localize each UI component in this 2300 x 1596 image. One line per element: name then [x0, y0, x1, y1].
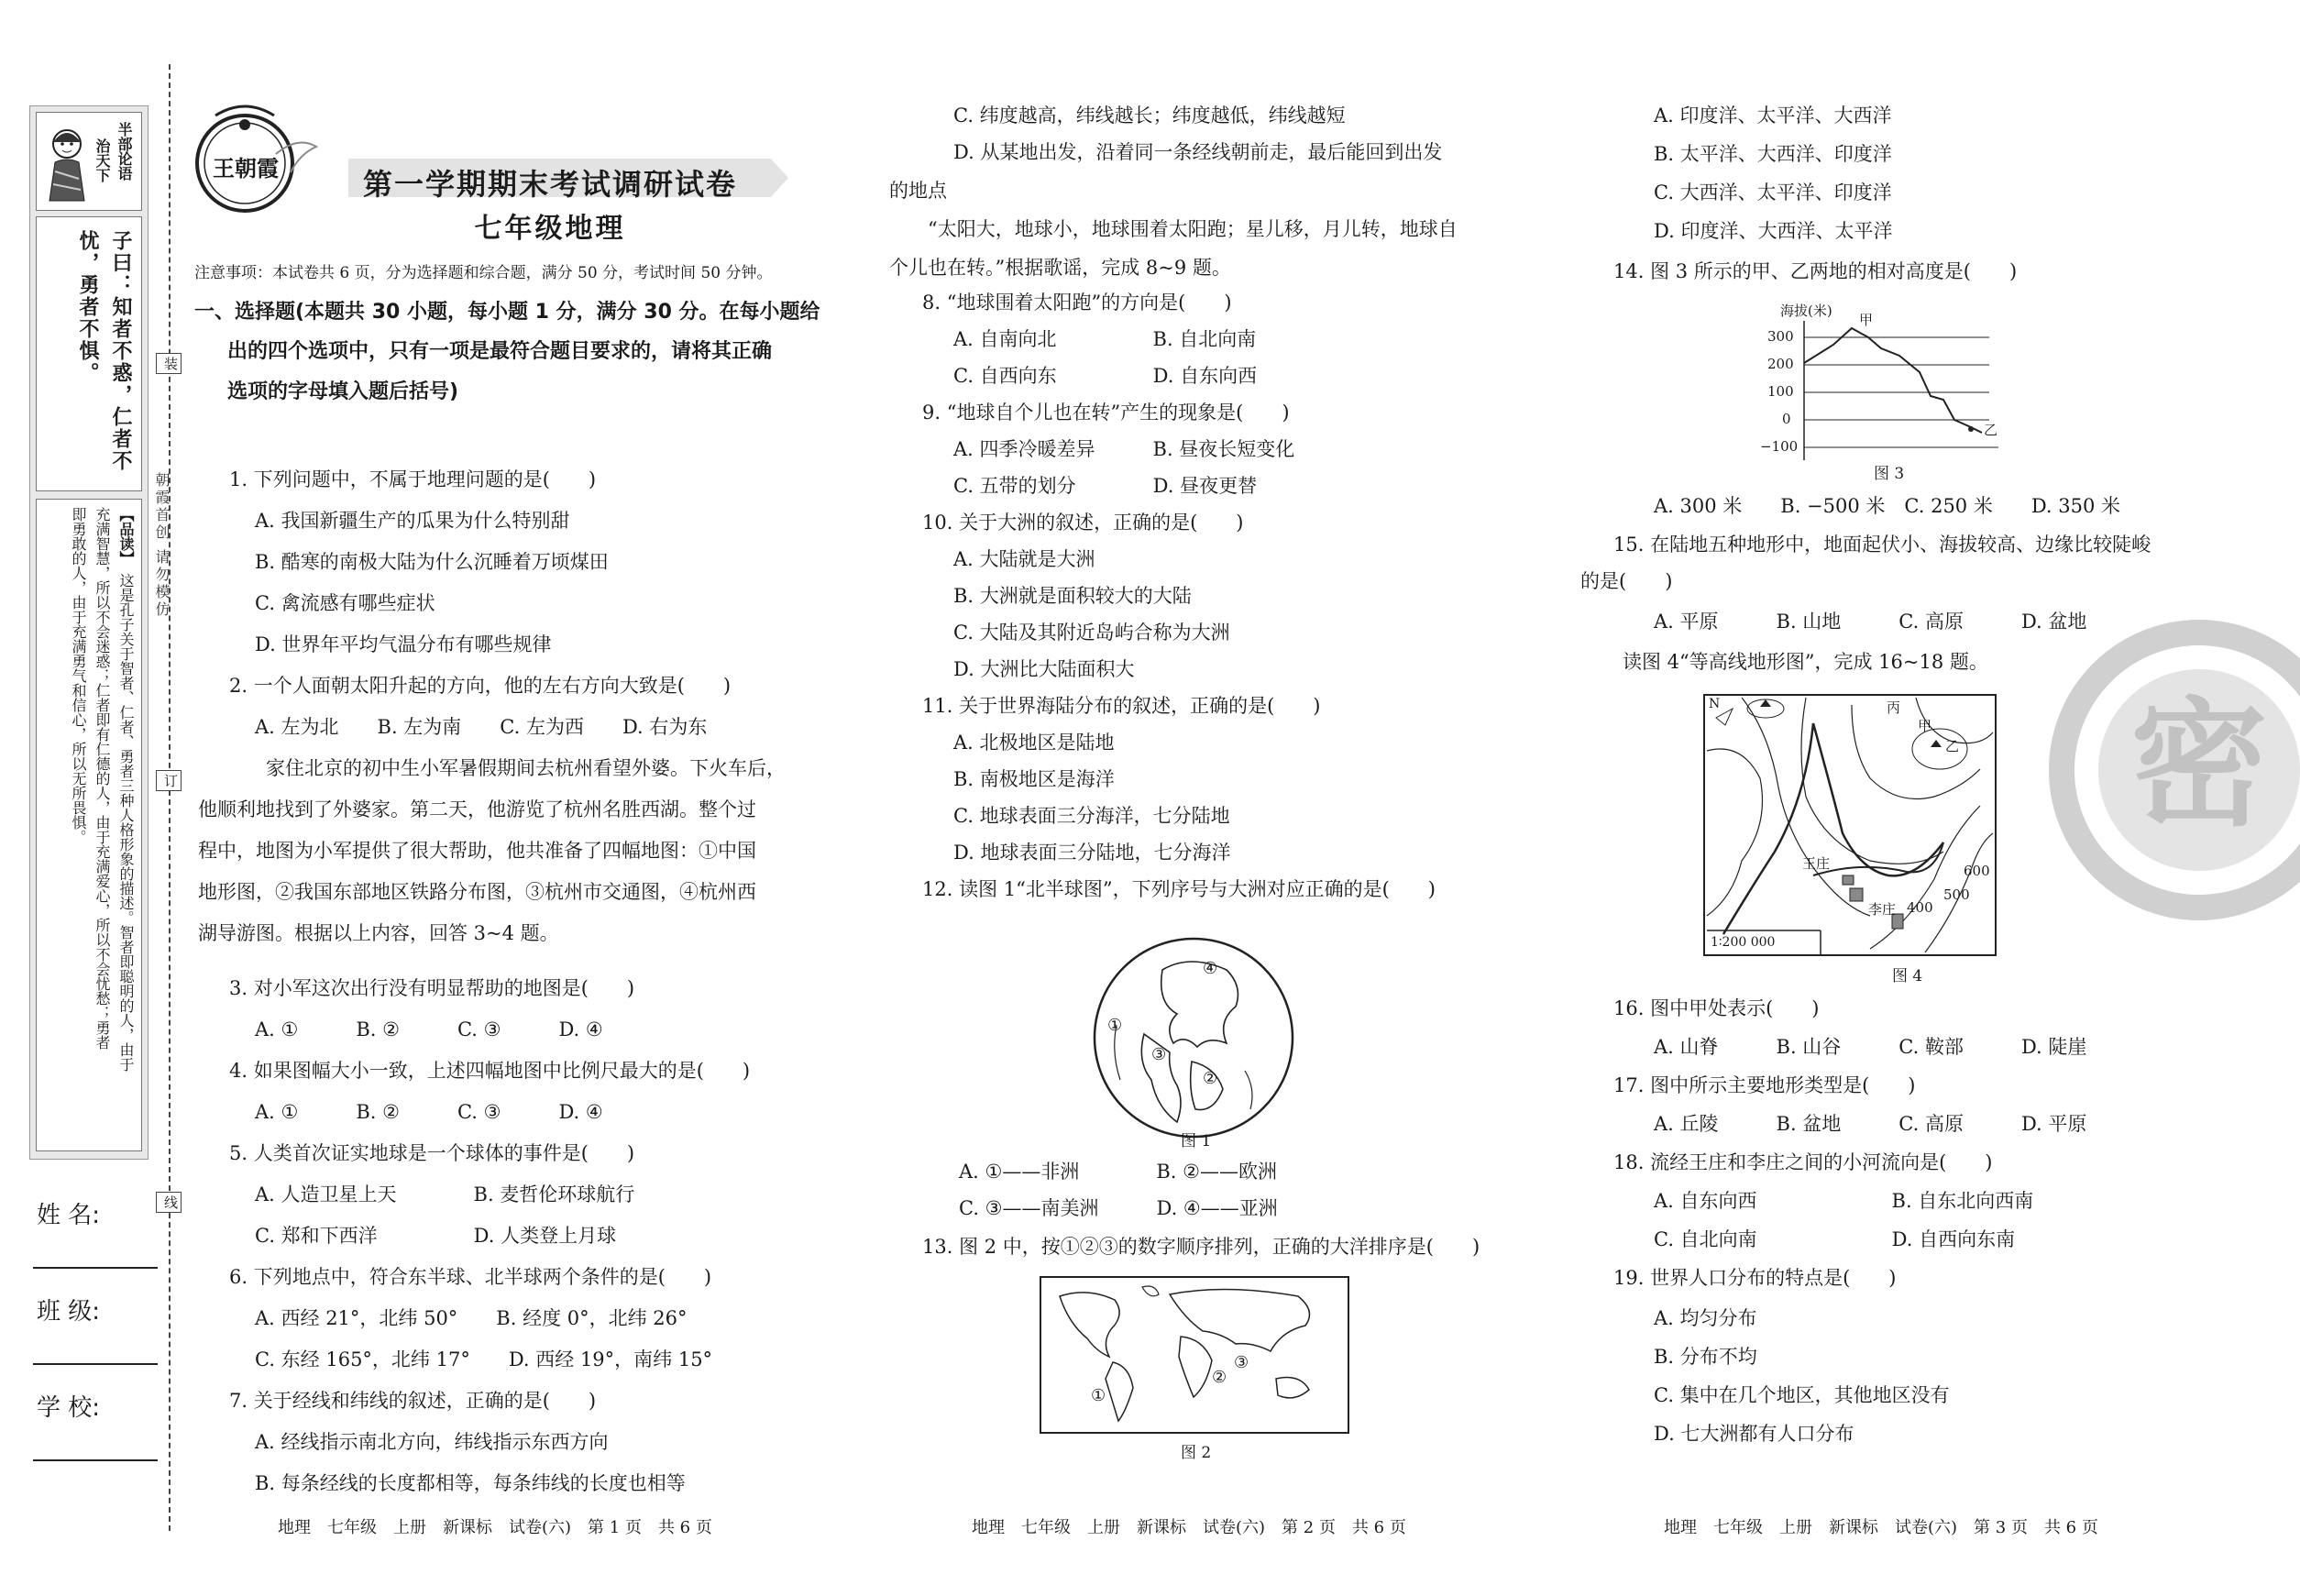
page1-line: D. 世界年平均气温分布有哪些规律: [255, 633, 552, 655]
figure-1-label-1: ①: [1107, 1016, 1123, 1035]
reading-line-3: 即勇敢的人，由于充满勇气和信心，所以无所畏惧。: [70, 507, 87, 844]
slogan-line-2: 治天下: [94, 138, 111, 182]
page1-line: C. 禽流感有哪些症状: [255, 592, 435, 614]
figure-4-scale: 1∶200 000: [1711, 935, 1776, 950]
figure-4-label-yi: 乙: [1945, 738, 1960, 754]
cut-mark-zhuang: 装: [156, 353, 182, 374]
slogan-box: [36, 112, 142, 211]
page3-line: A. 300 米 B. −500 米 C. 250 米 D. 350 米: [1654, 495, 2121, 517]
slogan-line-1: 半部论语: [116, 122, 133, 181]
page3-line: A. 印度洋、太平洋、大西洋: [1654, 105, 1892, 127]
school-label: 学 校:: [37, 1394, 101, 1422]
page2-line: A. 北极地区是陆地: [953, 732, 1115, 754]
page2-line: A. 四季冷暖差异 B. 昼夜长短变化: [953, 438, 1295, 460]
figure-3-elevation-profile: [1742, 299, 2008, 464]
seal-watermark-graphic: [2016, 587, 2300, 953]
exam-title: 第一学期期末考试调研试卷: [362, 167, 737, 202]
page1-line: A. ① B. ② C. ③ D. ④: [255, 1101, 603, 1123]
figure-4-contour-500: 500: [1943, 886, 1970, 903]
page2-line: C. 大陆及其附近岛屿合称为大洲: [953, 622, 1230, 644]
figure-3-caption: 图 3: [1874, 465, 1905, 483]
page1-line: A. ① B. ② C. ③ D. ④: [255, 1018, 603, 1040]
figure-3-tick-300: 300: [1767, 328, 1794, 345]
page3-line: 的是( ): [1580, 570, 1673, 592]
page3-line: 18. 流经王庄和李庄之间的小河流向是( ): [1613, 1151, 1993, 1173]
quote-text-a: 子曰：知者不惑，仁者不: [109, 230, 132, 472]
page2-line: 13. 图 2 中，按①②③的数字顺序排列，正确的大洋排序是( ): [922, 1236, 1480, 1258]
class-field[interactable]: [33, 1363, 158, 1365]
figure-4-label-wangzhuang: 王庄: [1802, 855, 1831, 872]
page3-line: B. 分布不均: [1654, 1346, 1757, 1368]
page1-line: A. 左为北 B. 左为南 C. 左为西 D. 右为东: [255, 716, 708, 738]
page3-line: A. 自东向西 B. 自东北向西南: [1654, 1190, 2034, 1212]
page1-line: C. 郑和下西洋 D. 人类登上月球: [255, 1225, 617, 1247]
page3-line: C. 集中在几个地区，其他地区没有: [1654, 1384, 1950, 1406]
page3-line: 16. 图中甲处表示( ): [1613, 997, 1820, 1019]
figure-2-caption: 图 2: [1181, 1444, 1212, 1462]
sidebar-quote-panel: [29, 105, 149, 1160]
page2-line: 的地点: [889, 180, 947, 202]
page1-line: A. 西经 21°，北纬 50° B. 经度 0°，北纬 26°: [255, 1307, 688, 1329]
page1-line: 3. 对小军这次出行没有明显帮助的地图是( ): [229, 977, 635, 999]
figure-3-ylabel: 海拔(米): [1780, 303, 1832, 319]
page1-line: A. 经线指示南北方向，纬线指示东西方向: [255, 1431, 609, 1453]
page2-line: 10. 关于大洲的叙述，正确的是( ): [922, 512, 1244, 534]
page1-line: 出的四个选项中，只有一项是最符合题目要求的，请将其正确: [227, 340, 773, 363]
page3-line: 17. 图中所示主要地形类型是( ): [1613, 1074, 1916, 1096]
figure-2-label-2: ②: [1212, 1368, 1227, 1387]
page3-line: 14. 图 3 所示的甲、乙两地的相对高度是( ): [1613, 260, 2018, 282]
reading-line-2: 充满智慧，所以不会迷惑；仁者即有仁德的人，由于充满爱心，所以不会忧愁；勇者: [94, 507, 111, 1050]
figure-4-contour-400: 400: [1907, 899, 1933, 916]
page3-line: C. 大西洋、太平洋、印度洋: [1654, 182, 1892, 204]
page1-line: 6. 下列地点中，符合东半球、北半球两个条件的是( ): [229, 1266, 712, 1288]
page3-line: D. 七大洲都有人口分布: [1654, 1423, 1854, 1445]
school-field[interactable]: [33, 1459, 158, 1461]
class-label: 班 级:: [37, 1298, 101, 1326]
page3-line: 读图 4“等高线地形图”，完成 16~18 题。: [1623, 651, 1988, 673]
page1-line: 4. 如果图幅大小一致，上述四幅地图中比例尺最大的是( ): [229, 1060, 751, 1082]
name-label: 姓 名:: [37, 1202, 101, 1229]
mascot-icon: [42, 124, 92, 203]
page2-line: A. ①——非洲 B. ②——欧洲: [959, 1161, 1277, 1183]
brand-name: 王朝霞: [213, 155, 279, 182]
page1-line: 家住北京的初中生小军暑假期间去杭州看望外婆。下火车后，: [266, 757, 786, 779]
quote-text-b: 忧，勇者不惧。: [76, 230, 99, 384]
page2-line: D. 地球表面三分陆地，七分海洋: [953, 842, 1231, 864]
binding-cut-line: [169, 64, 171, 1531]
page2-line: B. 南极地区是海洋: [953, 768, 1115, 790]
figure-3-label-jia: 甲: [1859, 312, 1874, 328]
page1-line: 一、选择题(本题共 30 小题，每小题 1 分，满分 30 分。在每小题给: [194, 301, 820, 324]
page2-line: C. 地球表面三分海洋，七分陆地: [953, 805, 1230, 827]
figure-2-label-1: ①: [1091, 1386, 1106, 1405]
figure-1-label-4: ④: [1203, 959, 1218, 978]
figure-1-caption: 图 1: [1181, 1132, 1212, 1150]
page3-line: A. 平原 B. 山地 C. 高原 D. 盆地: [1654, 611, 2087, 633]
figure-1-label-2: ②: [1203, 1069, 1218, 1088]
page2-line: 12. 读图 1“北半球图”，下列序号与大洲对应正确的是( ): [922, 878, 1436, 900]
figure-3-tick-neg100: −100: [1760, 438, 1799, 455]
page2-line: 11. 关于世界海陆分布的叙述，正确的是( ): [922, 695, 1321, 717]
seal-char: 密: [2129, 686, 2268, 845]
figure-1-label-3: ③: [1151, 1045, 1167, 1064]
page1-line: 地形图，②我国东部地区铁路分布图，③杭州市交通图，④杭州西: [198, 881, 756, 903]
page2-line: C. ③——南美洲 D. ④——亚洲: [959, 1197, 1278, 1219]
figure-4-contour-600: 600: [1964, 863, 1990, 879]
page2-line: A. 大陆就是大洲: [953, 548, 1095, 570]
figure-4-label-bing: 丙: [1887, 699, 1901, 716]
page1-line: 他顺利地找到了外婆家。第二天，他游览了杭州名胜西湖。整个过: [198, 798, 756, 820]
cut-mark-ding: 订: [156, 770, 182, 791]
figure-4-north-arrow: N: [1709, 697, 1721, 711]
figure-4-label-lizhuang: 李庄: [1868, 901, 1897, 918]
page1-line: B. 酷寒的南极大陆为什么沉睡着万顷煤田: [255, 551, 609, 573]
page1-line: 程中，地图为小军提供了很大帮助，他共准备了四幅地图：①中国: [198, 840, 756, 862]
page1-line: 选项的字母填入题后括号): [227, 380, 459, 403]
page3-line: 19. 世界人口分布的特点是( ): [1613, 1267, 1897, 1289]
name-field[interactable]: [33, 1267, 158, 1269]
figure-4-contour-map: [1703, 694, 1997, 956]
page1-line: 2. 一个人面朝太阳升起的方向，他的左右方向大致是( ): [229, 675, 732, 697]
cut-mark-xian: 线: [156, 1192, 182, 1213]
page2-line: B. 大洲就是面积较大的大陆: [953, 585, 1192, 607]
reading-label: 【品读】: [117, 507, 135, 566]
page1-line: B. 每条经线的长度都相等，每条纬线的长度也相等: [255, 1472, 686, 1494]
page3-line: A. 山脊 B. 山谷 C. 鞍部 D. 陡崖: [1654, 1036, 2087, 1058]
page2-line: C. 五带的划分 D. 昼夜更替: [953, 475, 1258, 497]
brand-logo: [188, 99, 325, 218]
page2-line: D. 从某地出发，沿着同一条经线朝前走，最后能回到出发: [953, 141, 1443, 163]
exam-subtitle: 七年级地理: [474, 213, 626, 245]
page2-line: A. 自南向北 B. 自北向南: [953, 328, 1257, 350]
page3-line: A. 丘陵 B. 盆地 C. 高原 D. 平原: [1654, 1113, 2087, 1135]
page1-line: A. 人造卫星上天 B. 麦哲伦环球航行: [255, 1183, 635, 1205]
figure-4-label-jia: 甲: [1918, 718, 1932, 734]
notice-text: 注意事项：本试卷共 6 页，分为选择题和综合题，满分 50 分，考试时间 50 分钟。: [194, 264, 773, 282]
page1-line: 5. 人类首次证实地球是一个球体的事件是( ): [229, 1142, 635, 1164]
figure-4-caption: 图 4: [1892, 967, 1923, 985]
figure-2-label-3: ③: [1234, 1353, 1249, 1372]
page1-line: A. 我国新疆生产的瓜果为什么特别甜: [255, 510, 570, 532]
page2-line: C. 纬度越高，纬线越长；纬度越低，纬线越短: [953, 105, 1346, 127]
page-2-footer: 地理 七年级 上册 新课标 试卷(六) 第 2 页 共 6 页: [972, 1518, 1406, 1537]
page3-line: B. 太平洋、大西洋、印度洋: [1654, 143, 1892, 165]
page1-line: 湖导游图。根据以上内容，回答 3~4 题。: [198, 922, 559, 944]
figure-2-world-map: [1040, 1276, 1349, 1434]
figure-1-northern-hemisphere-map: [1089, 933, 1298, 1142]
quote-box: [36, 216, 142, 491]
copyright-vertical-text: 朝霞首创 请勿模仿: [153, 472, 171, 620]
page3-line: 15. 在陆地五种地形中，地面起伏小、海拔较高、边缘比较陡峻: [1613, 534, 2151, 556]
page2-line: 9. “地球自个儿也在转”产生的现象是( ): [922, 402, 1290, 424]
figure-3-tick-0: 0: [1782, 411, 1791, 427]
page3-line: C. 自北向南 D. 自西向东南: [1654, 1228, 2016, 1250]
page1-line: 7. 关于经线和纬线的叙述，正确的是( ): [229, 1390, 597, 1412]
page3-line: D. 印度洋、大西洋、太平洋: [1654, 220, 1893, 242]
figure-3-label-yi: 乙: [1984, 422, 1998, 438]
reading-box: [36, 499, 142, 1151]
page2-line: 个儿也在转。”根据歌谣，完成 8~9 题。: [889, 257, 1231, 279]
page3-line: A. 均匀分布: [1654, 1307, 1757, 1329]
page2-line: “太阳大，地球小，地球围着太阳跑；星儿移，月儿转，地球自: [928, 218, 1458, 240]
figure-3-tick-200: 200: [1767, 356, 1794, 372]
figure-3-tick-100: 100: [1767, 383, 1794, 400]
page2-line: C. 自西向东 D. 自东向西: [953, 365, 1258, 387]
page2-line: 8. “地球围着太阳跑”的方向是( ): [922, 292, 1232, 314]
reading-line-1: 这是孔子关于智者、仁者、勇者三种人格形象的描述。智者即聪明的人，由于: [117, 573, 135, 1072]
page-1-footer: 地理 七年级 上册 新课标 试卷(六) 第 1 页 共 6 页: [278, 1518, 712, 1537]
page1-line: C. 东经 165°，北纬 17° D. 西经 19°，南纬 15°: [255, 1348, 713, 1370]
page2-line: D. 大洲比大陆面积大: [953, 658, 1135, 680]
page1-line: 1. 下列问题中，不属于地理问题的是( ): [229, 468, 597, 490]
page-3-footer: 地理 七年级 上册 新课标 试卷(六) 第 3 页 共 6 页: [1664, 1518, 2098, 1537]
